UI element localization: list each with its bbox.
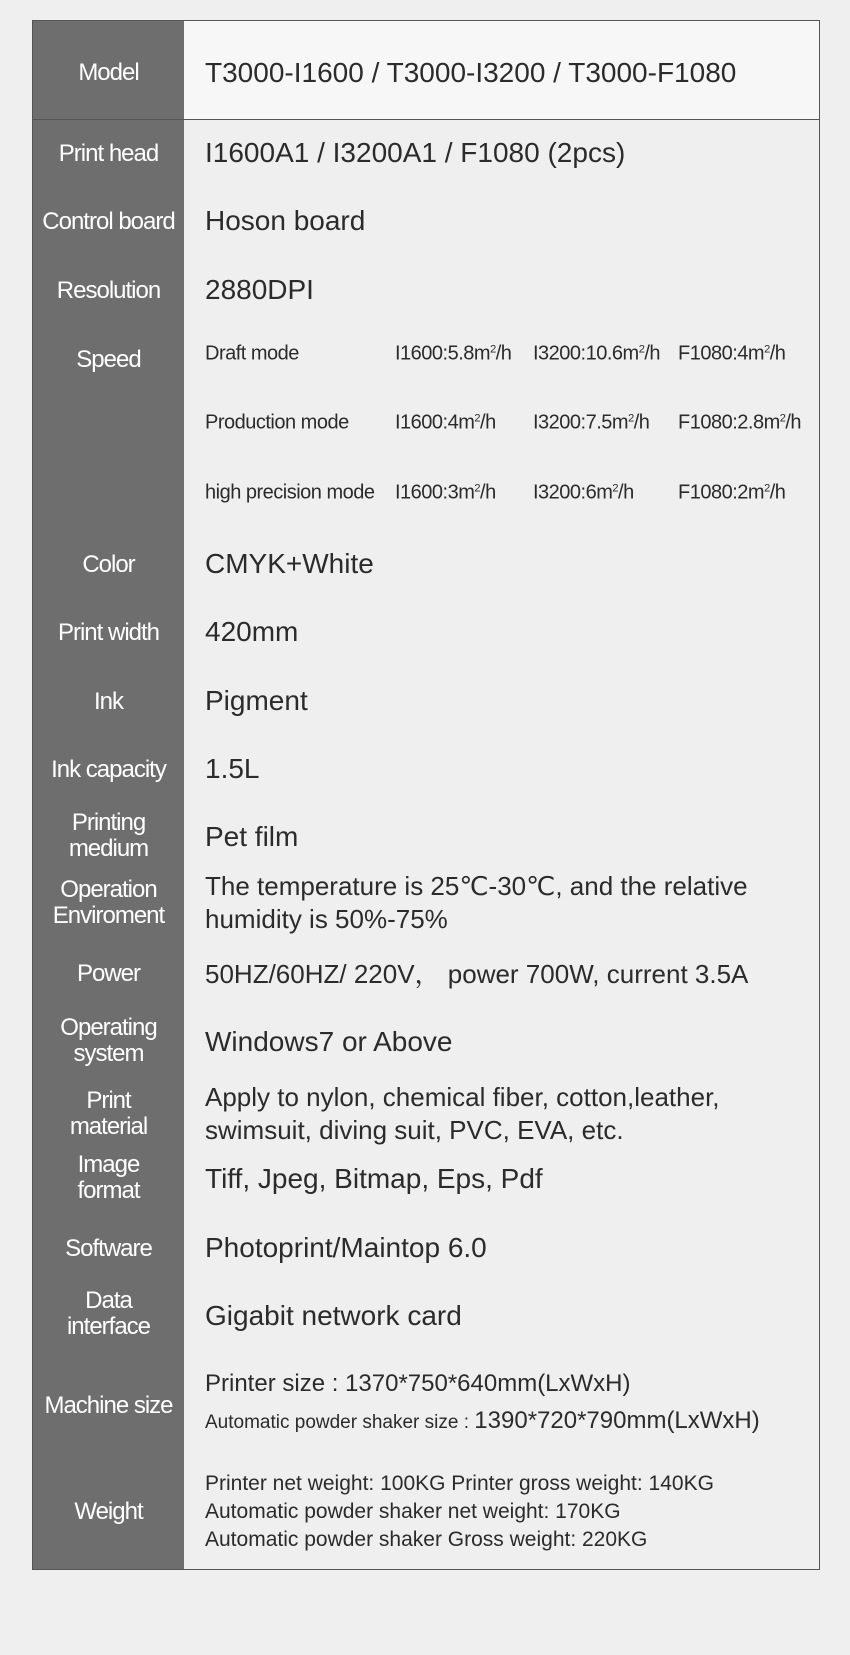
- print-head-value: I1600A1 / I3200A1 / F1080 (2pcs): [205, 137, 626, 168]
- ink-label: Ink: [93, 688, 123, 715]
- print-head-label: Print head: [58, 140, 159, 167]
- color-label: Color: [82, 551, 135, 578]
- speed-mode-draft: Draft mode: [205, 342, 299, 365]
- control-board-value: Hoson board: [205, 205, 366, 236]
- speed-high-precision-i1600: $I1600:3m^2/h$: [395, 481, 496, 504]
- machine-size-printer: Printer size : 1370*750*640mm(LxWxH): [205, 1370, 631, 1397]
- speed-draft-i3200: $I3200:10.6m^2/h$: [533, 342, 661, 365]
- machine-size-label: Machine size: [44, 1392, 173, 1419]
- speed-mode-production: Production mode: [205, 411, 349, 434]
- speed-draft-f1080: $F1080:4m^2/h$: [678, 342, 786, 365]
- power-value: 50HZ/60HZ/ 220V， power 700W, current 3.5A: [205, 959, 749, 989]
- weight-value: Printer net weight: 100KG Printer gross weight: 140KG Automatic powder shaker net weight: 170KG Automatic powder shaker Gross weight: 220KG: [205, 1472, 714, 1551]
- speed-mode-high-precision: high precision mode: [205, 481, 375, 504]
- data-interface-label: Data interface: [66, 1287, 151, 1340]
- speed-draft-i1600: $I1600:5.8m^2/h$: [395, 342, 512, 365]
- speed-high-precision-f1080: $F1080:2m^2/h$: [678, 481, 786, 504]
- print-material-label: Print material: [69, 1087, 148, 1140]
- operation-environment-label: Operation Enviroment: [52, 876, 165, 929]
- software-label: Software: [65, 1235, 152, 1262]
- printing-medium-value: Pet film: [205, 821, 299, 852]
- ink-value: Pigment: [205, 685, 308, 716]
- resolution-label: Resolution: [56, 277, 161, 304]
- operating-system-value: Windows7 or Above: [205, 1026, 453, 1057]
- data-interface-value: Gigabit network card: [205, 1300, 462, 1331]
- machine-size-shaker: Automatic powder shaker size : 1390*720*790mm(LxWxH): [205, 1407, 760, 1434]
- resolution-value: 2880DPI: [205, 274, 314, 305]
- weight-label: Weight: [74, 1498, 143, 1525]
- printing-medium-label: Printing medium: [68, 809, 149, 862]
- speed-production-f1080: $F1080:2.8m^2/h$: [678, 411, 802, 434]
- model-label: Model: [78, 59, 139, 86]
- control-board-label: Control board: [42, 208, 175, 235]
- speed-production-i3200: $I3200:7.5m^2/h$: [533, 411, 650, 434]
- software-value: Photoprint/Maintop 6.0: [205, 1232, 487, 1263]
- ink-capacity-value: 1.5L: [205, 753, 260, 784]
- spec-table: [32, 20, 820, 1570]
- operation-environment-value: The temperature is 25℃-30℃, and the relative humidity is 50%-75%: [205, 871, 748, 934]
- model-value: T3000-I1600 / T3000-I3200 / T3000-F1080: [205, 57, 737, 88]
- color-value: CMYK+White: [205, 548, 374, 579]
- image-format-label: Image format: [77, 1151, 140, 1204]
- ink-capacity-label: Ink capacity: [51, 756, 166, 783]
- speed-production-i1600: $I1600:4m^2/h$: [395, 411, 496, 434]
- print-width-label: Print width: [57, 619, 160, 646]
- speed-high-precision-i3200: $I3200:6m^2/h$: [533, 481, 634, 504]
- image-format-value: Tiff, Jpeg, Bitmap, Eps, Pdf: [205, 1163, 543, 1194]
- power-label: Power: [76, 960, 141, 987]
- print-material-value: Apply to nylon, chemical fiber, cotton,leather, swimsuit, diving suit, PVC, EVA, etc.: [205, 1082, 720, 1145]
- operating-system-label: Operating system: [60, 1014, 157, 1067]
- print-width-value: 420mm: [205, 616, 299, 647]
- header-divider: [33, 119, 819, 120]
- speed-label: Speed: [76, 346, 141, 373]
